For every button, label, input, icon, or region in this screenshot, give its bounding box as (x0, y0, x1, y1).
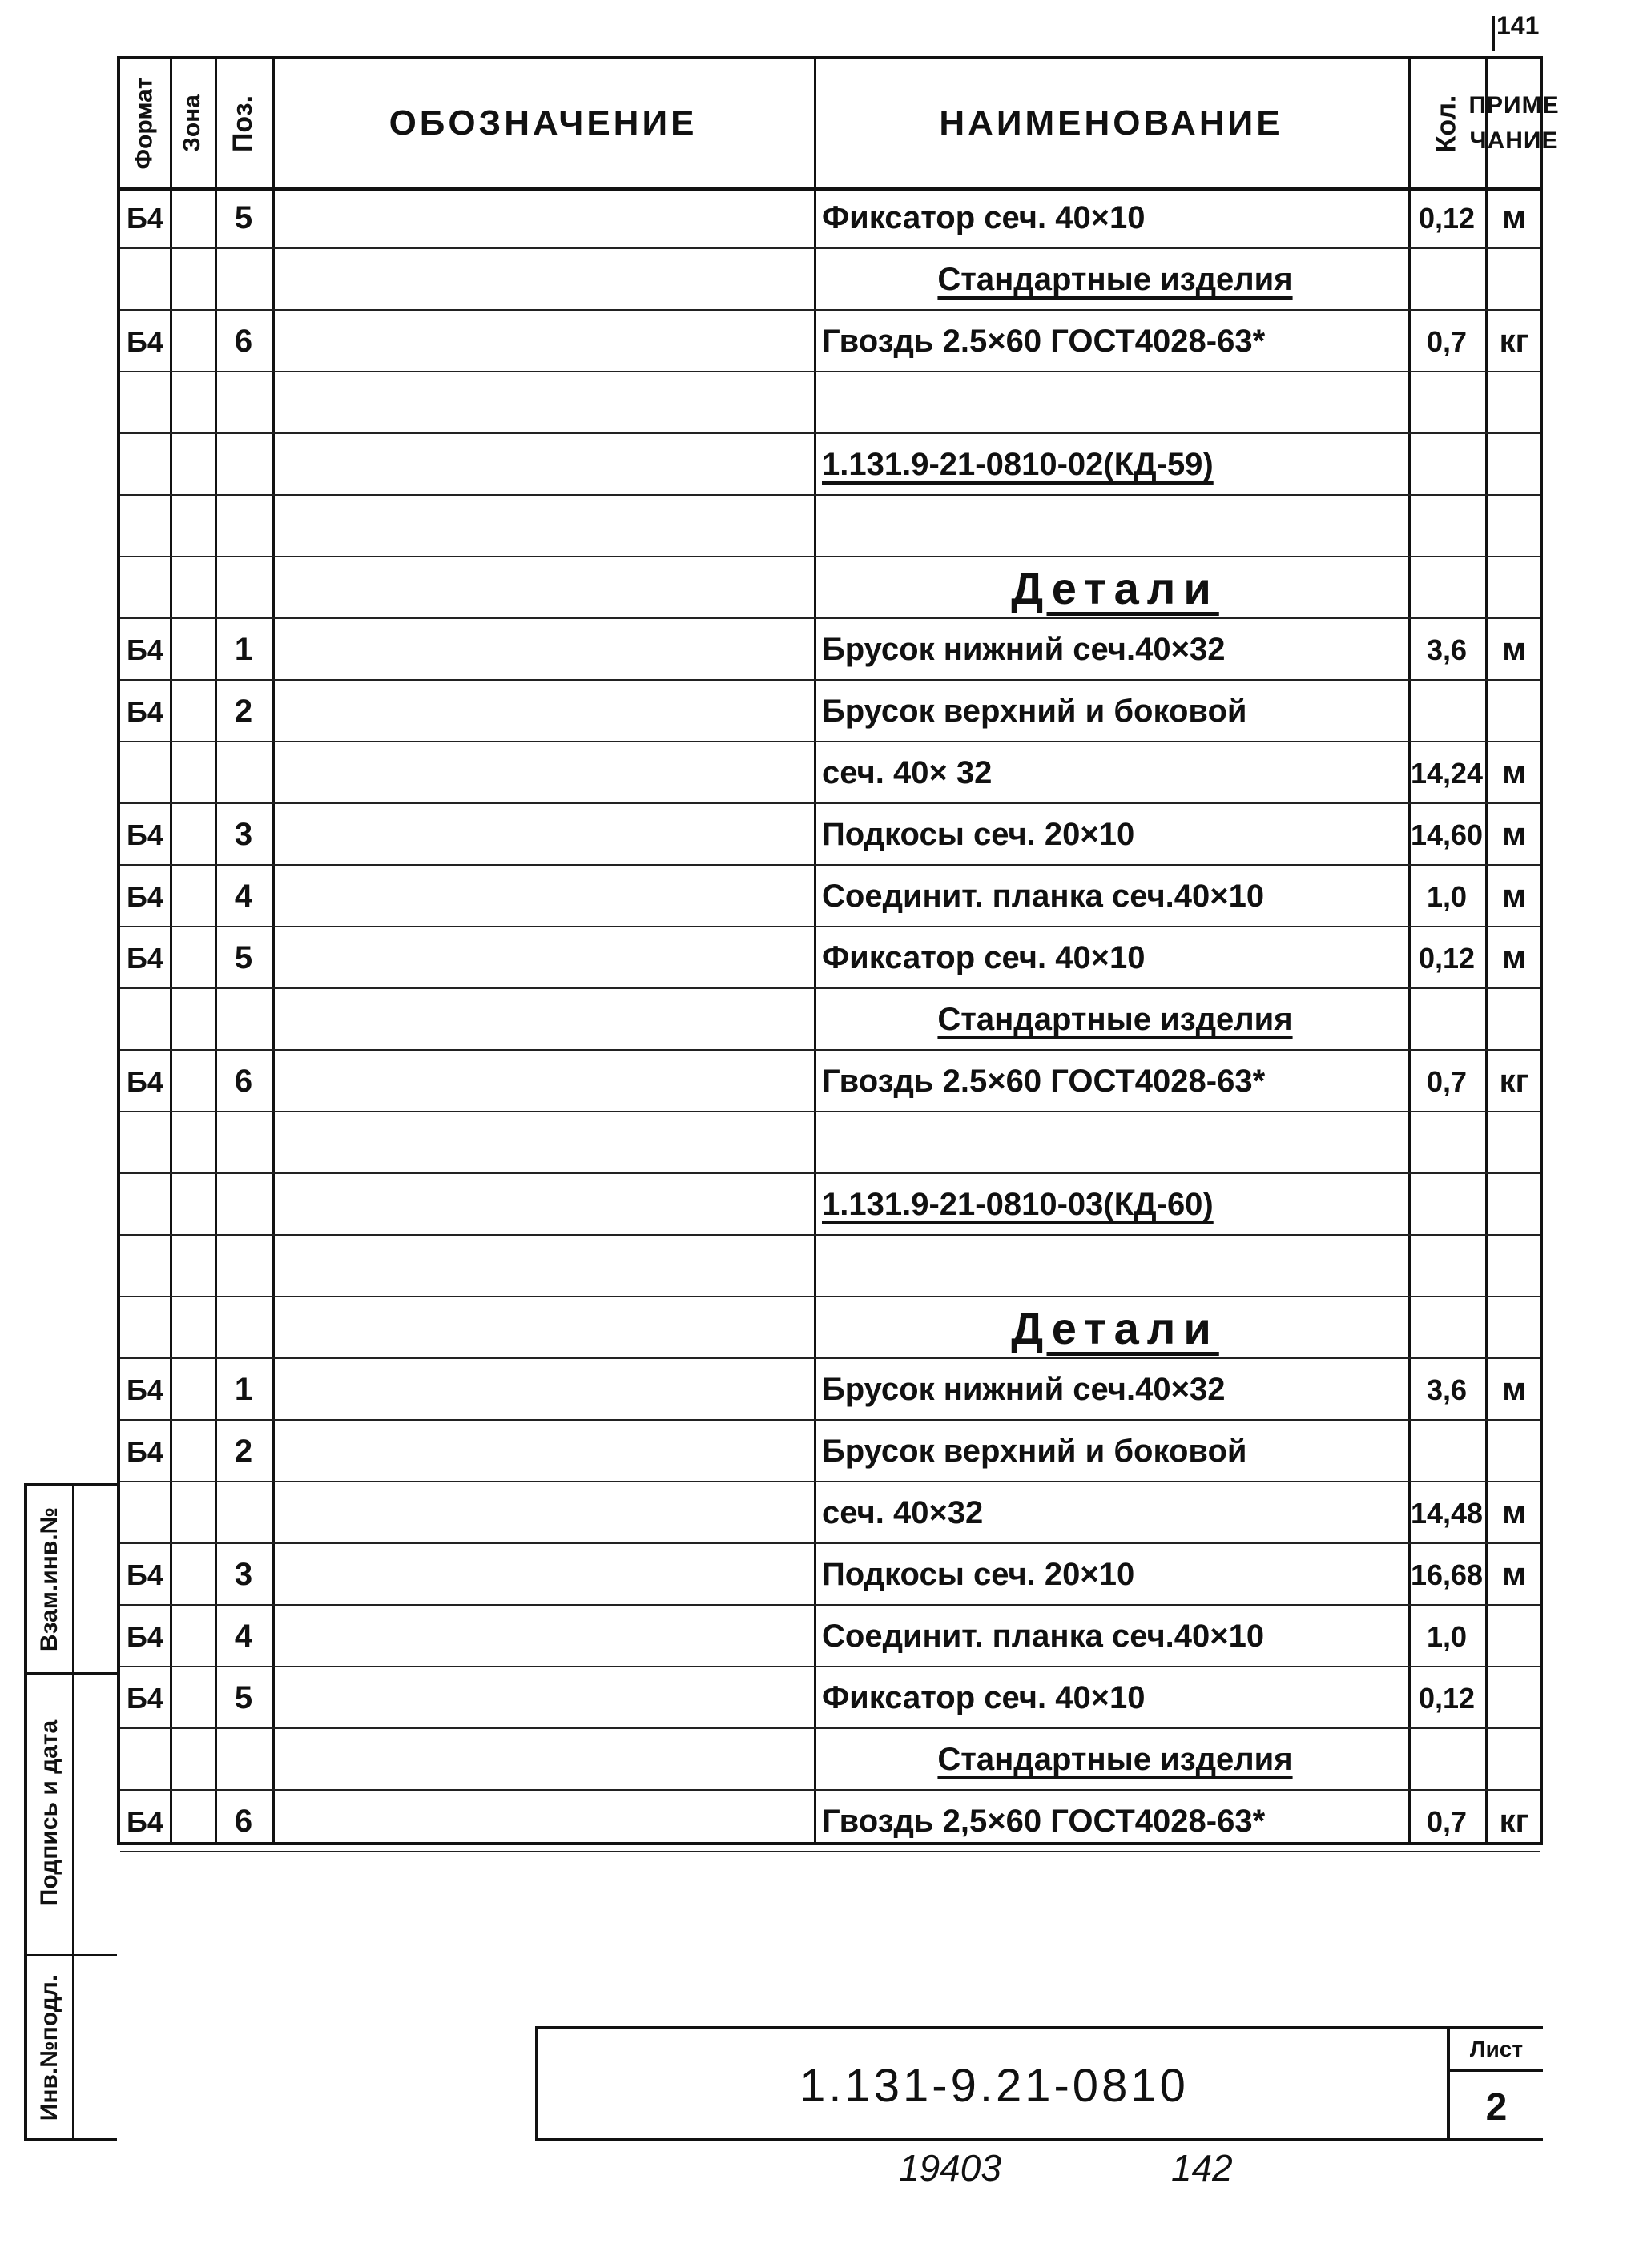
cell-pos: 3 (234, 817, 253, 852)
table-row (120, 866, 1540, 927)
cell-name: сеч. 40× 32 (822, 755, 993, 790)
cell-pos (215, 1236, 272, 1297)
cell-note: кг (1499, 1804, 1529, 1839)
cell-format (120, 1174, 170, 1236)
cell-format (120, 1729, 170, 1791)
table-row (120, 1421, 1540, 1482)
table-row (120, 372, 1540, 434)
cell-name: Детали (1011, 563, 1219, 613)
sheet-box (1447, 2026, 1543, 2141)
cell-format: Б4 (127, 694, 163, 728)
cell-note (1485, 1606, 1543, 1667)
table-row (120, 1297, 1540, 1359)
cell-format (120, 742, 170, 804)
cell-format (120, 249, 170, 311)
header-zone: Зона (179, 94, 205, 152)
cell-name: Детали (1011, 1303, 1219, 1353)
cell-note (1485, 372, 1543, 434)
cell-name (814, 372, 1408, 434)
cell-qty (1408, 681, 1485, 742)
cell-name: 1.131.9-21-0810-02(КД-59) (822, 447, 1214, 482)
cell-pos: 4 (234, 1619, 253, 1654)
table-row (120, 1482, 1540, 1544)
cell-format: Б4 (127, 1619, 163, 1653)
cell-qty: 0,7 (1426, 1064, 1468, 1098)
cell-qty (1408, 1174, 1485, 1236)
cell-format (120, 1297, 170, 1359)
cell-qty: 0,12 (1418, 201, 1476, 235)
cell-note (1485, 681, 1543, 742)
cell-name: Гвоздь 2,5×60 ГОСТ4028-63* (822, 1804, 1266, 1839)
table-row (120, 1606, 1540, 1667)
cell-qty: 0,12 (1418, 941, 1476, 975)
header-name: НАИМЕНОВАНИЕ (939, 103, 1283, 143)
cell-qty: 14,48 (1410, 1496, 1484, 1530)
cell-note (1485, 557, 1543, 619)
cell-pos: 2 (234, 1434, 253, 1469)
cell-name: Соединит. планка сеч.40×10 (822, 1619, 1265, 1654)
cell-qty (1408, 1112, 1485, 1174)
side-inv-orig: Инв.№подл. (36, 1974, 63, 2121)
cell-pos: 2 (234, 694, 253, 729)
cell-name: Соединит. планка сеч.40×10 (822, 879, 1265, 914)
table-row (120, 619, 1540, 681)
cell-pos (215, 742, 272, 804)
side-inv-replace: Взам.инв.№ (36, 1506, 62, 1652)
cell-note: м (1502, 1557, 1526, 1592)
cell-format: Б4 (127, 879, 163, 913)
table-row (120, 557, 1540, 619)
cell-name: Фиксатор сеч. 40×10 (822, 1680, 1146, 1715)
cell-note (1485, 1112, 1543, 1174)
cell-pos (215, 1112, 272, 1174)
cell-name: Фиксатор сеч. 40×10 (822, 200, 1146, 235)
cell-note (1485, 434, 1543, 496)
table-row (120, 1236, 1540, 1297)
cell-format: Б4 (127, 1558, 163, 1591)
cell-name: Брусок нижний сеч.40×32 (822, 1372, 1226, 1407)
cell-qty: 3,6 (1426, 1373, 1468, 1406)
cell-pos (215, 434, 272, 496)
cell-format: Б4 (127, 324, 163, 358)
cell-qty (1408, 1297, 1485, 1359)
cell-name: Гвоздь 2.5×60 ГОСТ4028-63* (822, 324, 1266, 359)
cell-note: м (1502, 1495, 1526, 1530)
cell-format: Б4 (127, 941, 163, 975)
cell-note: м (1502, 1372, 1526, 1407)
cell-qty (1408, 989, 1485, 1051)
table-row (120, 1791, 1540, 1852)
cell-format (120, 1482, 170, 1544)
cell-qty: 0,7 (1426, 324, 1468, 358)
document-code: 1.131-9.21-0810 (799, 2059, 1189, 2112)
cell-note: м (1502, 200, 1526, 235)
cell-format: Б4 (127, 1434, 163, 1468)
cell-qty: 14,60 (1410, 818, 1484, 851)
cell-pos (215, 557, 272, 619)
cell-format: Б4 (127, 1373, 163, 1406)
cell-pos (215, 249, 272, 311)
cell-note (1485, 1236, 1543, 1297)
cell-pos: 4 (234, 879, 253, 914)
table-row (120, 1729, 1540, 1791)
cell-pos (215, 496, 272, 557)
cell-note (1485, 249, 1543, 311)
cell-pos (215, 372, 272, 434)
cell-pos (215, 1729, 272, 1791)
cell-pos (215, 989, 272, 1051)
side-stamp-divider (72, 1486, 74, 2138)
cell-pos: 5 (234, 200, 253, 235)
cell-qty (1408, 1236, 1485, 1297)
cell-pos: 6 (234, 1064, 253, 1099)
cell-format (120, 1112, 170, 1174)
cell-note: м (1502, 632, 1526, 667)
cell-pos (215, 1297, 272, 1359)
cell-note: кг (1499, 1064, 1529, 1099)
table-row (120, 187, 1540, 249)
cell-format (120, 557, 170, 619)
header-designation: ОБОЗНАЧЕНИЕ (389, 103, 698, 143)
cell-qty: 14,24 (1410, 756, 1484, 790)
table-row (120, 434, 1540, 496)
cell-name: сеч. 40×32 (822, 1495, 984, 1530)
cell-name: Фиксатор сеч. 40×10 (822, 940, 1146, 975)
cell-qty: 0,12 (1418, 1681, 1476, 1715)
cell-name (814, 1112, 1408, 1174)
cell-name: Брусок верхний и боковой (822, 694, 1247, 729)
cell-format: Б4 (127, 818, 163, 851)
cell-qty (1408, 434, 1485, 496)
cell-qty (1408, 1421, 1485, 1482)
cell-name: Стандартные изделия (937, 1742, 1293, 1777)
cell-name (814, 496, 1408, 557)
cell-name: Брусок нижний сеч.40×32 (822, 632, 1226, 667)
side-sign-date: Подпись и дата (36, 1719, 63, 1907)
cell-name: Подкосы сеч. 20×10 (822, 817, 1135, 852)
table-row (120, 249, 1540, 311)
table-row (120, 681, 1540, 742)
table-row (120, 989, 1540, 1051)
cell-qty: 1,0 (1426, 879, 1468, 913)
table-row (120, 927, 1540, 989)
cell-note: м (1502, 940, 1526, 975)
table-row (120, 1174, 1540, 1236)
table-row (120, 1359, 1540, 1421)
header-qty: Кол. (1431, 94, 1462, 152)
specification-table (117, 56, 1560, 1845)
cell-qty: 1,0 (1426, 1619, 1468, 1653)
corner-mark (1492, 16, 1495, 51)
cell-name: Гвоздь 2.5×60 ГОСТ4028-63* (822, 1064, 1266, 1099)
cell-qty: 3,6 (1426, 633, 1468, 666)
footer-number-b: 142 (1171, 2147, 1233, 2189)
corner-page-number: 141 (1496, 11, 1540, 40)
table-row (120, 804, 1540, 866)
cell-format (120, 434, 170, 496)
footer-number-a: 19403 (899, 2147, 1001, 2189)
cell-format: Б4 (127, 201, 163, 235)
cell-qty (1408, 557, 1485, 619)
cell-format (120, 372, 170, 434)
table-row (120, 496, 1540, 557)
header-format: Формат (131, 77, 159, 170)
cell-note (1485, 989, 1543, 1051)
cell-pos (215, 1174, 272, 1236)
title-block (535, 2026, 1543, 2141)
header-pos: Поз. (228, 94, 259, 152)
cell-note (1485, 1297, 1543, 1359)
cell-note (1485, 1729, 1543, 1791)
cell-format (120, 989, 170, 1051)
cell-note (1485, 1174, 1543, 1236)
cell-note (1485, 1667, 1543, 1729)
cell-name: Стандартные изделия (937, 262, 1293, 297)
table-row (120, 311, 1540, 372)
table-row (120, 1112, 1540, 1174)
side-stamp (24, 1483, 117, 2141)
cell-format (120, 1236, 170, 1297)
cell-format: Б4 (127, 633, 163, 666)
table-row (120, 1667, 1540, 1729)
cell-pos: 6 (234, 1804, 253, 1839)
cell-qty (1408, 496, 1485, 557)
cell-format: Б4 (127, 1681, 163, 1715)
cell-pos: 6 (234, 324, 253, 359)
cell-name (814, 1236, 1408, 1297)
cell-pos: 3 (234, 1557, 253, 1592)
cell-note: м (1502, 817, 1526, 852)
cell-qty (1408, 249, 1485, 311)
cell-note (1485, 1421, 1543, 1482)
cell-pos: 5 (234, 940, 253, 975)
cell-pos: 1 (234, 1372, 253, 1407)
cell-format: Б4 (127, 1804, 163, 1838)
cell-name: Стандартные изделия (937, 1002, 1293, 1037)
cell-pos: 1 (234, 632, 253, 667)
cell-note: кг (1499, 324, 1529, 359)
cell-format: Б4 (127, 1064, 163, 1098)
cell-name: Брусок верхний и боковой (822, 1434, 1247, 1469)
table-row (120, 1544, 1540, 1606)
cell-pos (215, 1482, 272, 1544)
cell-qty (1408, 1729, 1485, 1791)
sheet-number: 2 (1485, 2085, 1508, 2129)
cell-qty: 0,7 (1426, 1804, 1468, 1838)
table-row (120, 742, 1540, 804)
cell-name: 1.131.9-21-0810-03(КД-60) (822, 1187, 1214, 1222)
table-row (120, 1051, 1540, 1112)
cell-qty: 16,68 (1410, 1558, 1484, 1591)
header-note: ПРИМЕ ЧАНИЕ (1468, 92, 1560, 154)
table-header (120, 59, 1560, 191)
sheet-label: Лист (1450, 2029, 1543, 2072)
cell-format (120, 496, 170, 557)
cell-note (1485, 496, 1543, 557)
cell-name: Подкосы сеч. 20×10 (822, 1557, 1135, 1592)
cell-note: м (1502, 755, 1526, 790)
cell-pos: 5 (234, 1680, 253, 1715)
cell-qty (1408, 372, 1485, 434)
cell-note: м (1502, 879, 1526, 914)
